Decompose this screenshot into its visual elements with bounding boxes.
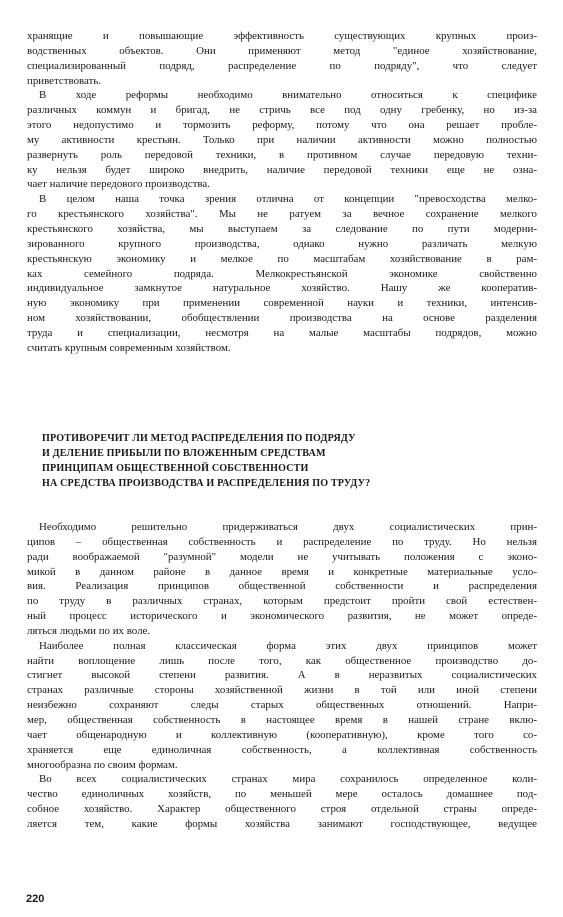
text-line: труда и специализации, несмотря на малые масштабы подрядов, можно (27, 326, 537, 339)
text-line: Необходимо решительно придерживаться двух социалистических прин- (39, 521, 537, 533)
text-line: найти воплощение лишь после того, как общественное производство до- (27, 654, 537, 667)
text-line: индивидуальное замкнутое натуральное хозяйство. Нашу же кооператив- (27, 282, 537, 295)
text-line: приветствовать. (27, 74, 102, 87)
heading-line: ПРОТИВОРЕЧИТ ЛИ МЕТОД РАСПРЕДЕЛЕНИЯ ПО ПОДРЯДУ (42, 433, 356, 444)
text-line: чество единоличных хозяйств, по меньшей мере осталось домашнее под- (27, 788, 537, 801)
heading-line: И ДЕЛЕНИЕ ПРИБЫЛИ ПО ВЛОЖЕННЫМ СРЕДСТВАМ (42, 447, 326, 459)
text-line: микой в данном районе в данное время и конкретные материальные усло- (27, 565, 537, 578)
text-line: Наиболее полная классическая форма этих двух принципов может (39, 639, 537, 652)
text-line: ради воображаемой "разумной" модели не учитывать положения с эконо- (27, 550, 537, 563)
text-line: крестьянского хозяйства, мы выступаем за следование по пути модерни- (27, 222, 537, 235)
text-line: ляется тем, какие формы хозяйства занимают господствующее, ведущее (27, 817, 537, 830)
text-line: крестьянскую экономику и мелкое по масштабам хозяйствование в рам- (27, 252, 537, 265)
text-line: го крестьянского хозяйства". Мы не ратуем за вечное сохранение мелкого (27, 208, 537, 221)
text-line: стигнет высокой степени развития. А в неразвитых социалистических (27, 669, 537, 682)
text-line: зированного крупного производства, однако нужно различать мелкую (27, 237, 537, 250)
text-line: специализированный подряд, распределение по подряду", что следует (27, 59, 537, 72)
top-text (27, 29, 537, 356)
text-line: ках семейного подряда. Мелкокрестьянской экономике свойственно (27, 267, 537, 280)
text-line: различных коммун и бригад, не стричь все под одну гребенку, но из-за (27, 104, 537, 117)
text-line: этого недопустимо и тормозить реформу, потому что она решает пробле- (27, 119, 537, 132)
text-line: ляться людьми по их воле. (27, 624, 151, 637)
text-line: считать крупным современным хозяйством. (27, 341, 231, 354)
bottom-text (27, 520, 537, 832)
text-line: В ходе реформы необходимо внимательно относиться к специфике (39, 89, 537, 102)
text-line: хранящие и повышающие эффективность существующих крупных произ- (27, 30, 537, 42)
text-line: по труду в различных странах, которым предстоит пройти свой естествен- (27, 595, 537, 608)
text-line: ный процесс исторического и экономического развития, не может опреде- (27, 610, 537, 623)
text-line: храняется еще единоличная собственность, а коллективная собственность (27, 743, 537, 756)
text-line: странах различные стороны хозяйственной жизни в той или иной степени (27, 684, 537, 697)
heading-line: НА СРЕДСТВА ПРОИЗВОДСТВА И РАСПРЕДЕЛЕНИЯ ПО ТРУДУ? (42, 477, 371, 489)
text-line: чает общенародную и коллективную (кооперативную), кроме того со- (27, 728, 537, 741)
text-line: водственных объектов. Они применяют метод "единое хозяйствование, (27, 44, 537, 57)
text-line: ципов – общественная собственность и распределение по труду. Но нельзя (27, 535, 537, 548)
text-line: ную экономику при применении современной науки и техники, интенсив- (27, 297, 537, 310)
text-line: многообразна по своим формам. (27, 758, 178, 771)
text-line: Во всех социалистических странах мира сохранилось определенное коли- (39, 773, 537, 786)
heading-line: ПРИНЦИПАМ ОБЩЕСТВЕННОЙ СОБСТВЕННОСТИ (42, 462, 309, 474)
text-line: вия. Реализация принципов общественной собственности и распределения (27, 580, 537, 593)
text-line: му активности крестьян. Только при наличии активности можно полностью (27, 133, 537, 146)
section-heading (42, 432, 522, 491)
text-line: ном хозяйствовании, обобществлении производства на основе разделения (27, 312, 537, 325)
text-line: чает наличие передового производства. (27, 178, 210, 191)
text-line: В целом наша точка зрения отлична от концепции "превосходства мелко- (39, 193, 537, 206)
page-number: 220 (26, 893, 45, 905)
text-line: мер, общественная собственность в настоящее время в нашей стране вклю- (27, 713, 537, 726)
text-line: собное хозяйство. Характер общественного строя отдельной страны опреде- (27, 803, 537, 816)
text-line: ку нельзя будет широко внедрить, наличие передовой техники еще не озна- (27, 163, 537, 176)
text-line: развернуть роль передовой техники, в противном случае передовую техни- (27, 148, 537, 161)
text-line: неизбежно сохраняют следы старых общественных отношений. Напри- (27, 699, 537, 712)
